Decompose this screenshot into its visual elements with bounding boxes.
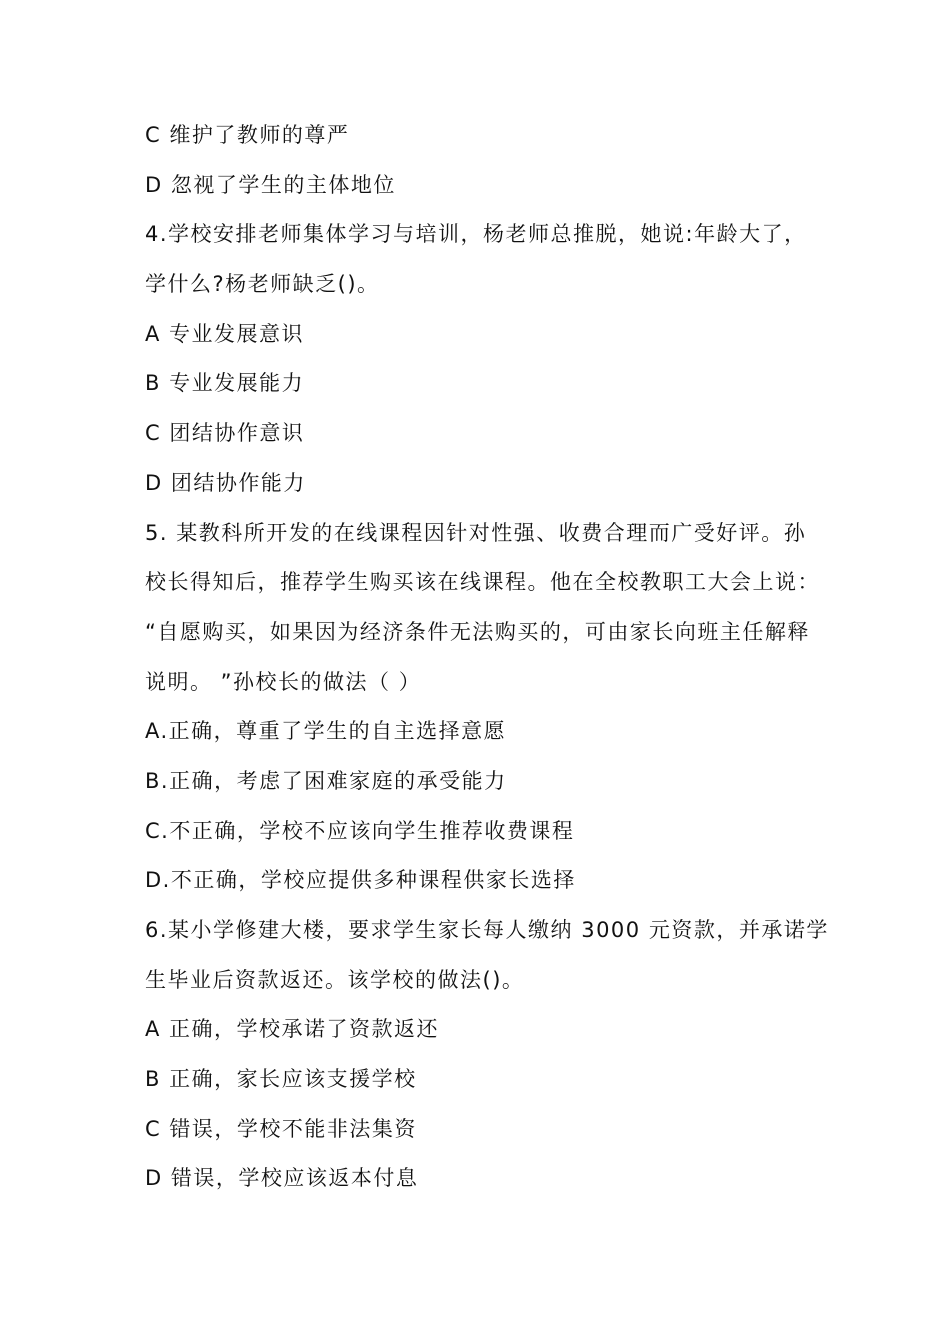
option-a-q5: A.正确，尊重了学生的自主选择意愿 bbox=[145, 719, 507, 744]
option-d-q3: D 忽视了学生的主体地位 bbox=[145, 172, 396, 197]
option-d-q6: D 错误，学校应该返本付息 bbox=[145, 1166, 419, 1191]
question-6-line-2: 生毕业后资款返还。该学校的做法()。 bbox=[145, 967, 525, 992]
option-c-q6: C 错误，学校不能非法集资 bbox=[145, 1116, 417, 1141]
option-c-q4: C 团结协作意识 bbox=[145, 421, 305, 446]
option-c-q5: C.不正确，学校不应该向学生推荐收费课程 bbox=[145, 818, 575, 843]
document-body bbox=[145, 111, 829, 1204]
option-d-q4: D 团结协作能力 bbox=[145, 470, 306, 495]
question-5-line-1: 5. 某教科所开发的在线课程因针对性强、收费合理而广受好评。孙 bbox=[145, 520, 807, 545]
question-5-line-3: “自愿购买，如果因为经济条件无法购买的，可由家长向班主任解释 bbox=[145, 619, 810, 644]
option-a-q6: A 正确，学校承诺了资款返还 bbox=[145, 1017, 440, 1042]
option-a-q4: A 专业发展意识 bbox=[145, 321, 305, 346]
question-4-line-1: 4.学校安排老师集体学习与培训，杨老师总推脱，她说:年龄大了， bbox=[145, 222, 807, 247]
option-c-q3: C 维护了教师的尊严 bbox=[145, 123, 350, 147]
question-4-line-2: 学什么?杨老师缺乏()。 bbox=[145, 272, 380, 297]
question-5-line-2: 校长得知后，推荐学生购买该在线课程。他在全校教职工大会上说： bbox=[145, 570, 820, 595]
option-b-q5: B.正确，考虑了困难家庭的承受能力 bbox=[145, 768, 507, 793]
question-6-line-1: 6.某小学修建大楼，要求学生家长每人缴纳 3000 元资款，并承诺学 bbox=[145, 918, 829, 942]
option-b-q4: B 专业发展能力 bbox=[145, 371, 305, 396]
option-b-q6: B 正确，家长应该支援学校 bbox=[145, 1067, 417, 1092]
question-5-line-4: 说明。 ”孙校长的做法（ ） bbox=[145, 669, 422, 694]
option-d-q5: D.不正确，学校应提供多种课程供家长选择 bbox=[145, 868, 576, 893]
